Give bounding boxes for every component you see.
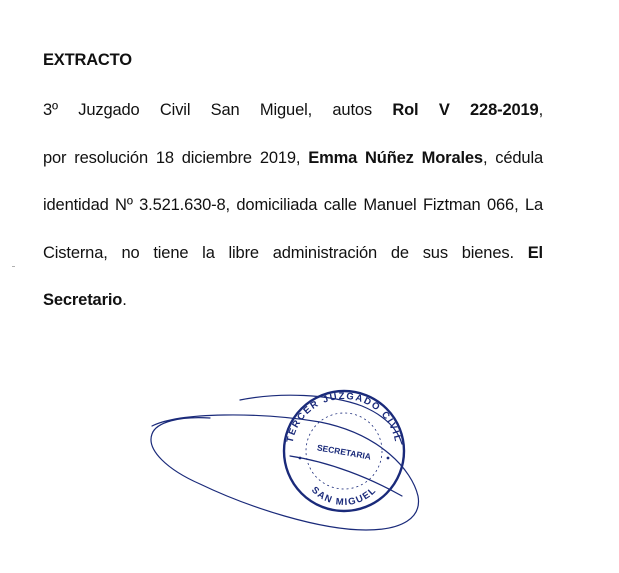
line-1-segment-3: ,: [538, 101, 543, 119]
line-4-bold-word: El: [527, 243, 543, 262]
seal-and-signature: [140, 378, 430, 568]
seal-top-text: TERCER JUZGADO CIVIL: [284, 390, 404, 444]
line-1-segment-1: 3º Juzgado Civil San Miguel, autos: [43, 101, 393, 119]
seal-bottom-text: SAN MIGUEL: [309, 484, 379, 509]
document-body: [43, 46, 543, 325]
paragraph-line-1: [43, 87, 543, 135]
person-name: Emma Núñez Morales: [308, 148, 483, 167]
paragraph-line-3: [43, 182, 543, 230]
paragraph-line-2: [43, 135, 543, 183]
extract-paragraph: [43, 87, 543, 325]
document-heading: EXTRACTO: [43, 51, 132, 69]
line-4-segment-1: Cisterna, no tiene la libre administración de sus bienes.: [43, 243, 528, 262]
margin-mark: [12, 266, 15, 267]
seal-center-text: SECRETARIA: [316, 442, 372, 462]
line-3-segment-1: identidad Nº 3.521.630-8, domiciliada calle Manuel Fiztman 066, La: [43, 196, 543, 214]
case-number: Rol V 228-2019: [392, 101, 539, 119]
paragraph-line-5: [43, 277, 543, 325]
line-5-segment-2: .: [122, 291, 127, 309]
line-2-segment-1: por resolución 18 diciembre 2019,: [43, 148, 309, 167]
line-2-segment-3: , cédula: [482, 148, 543, 167]
paragraph-line-4: [43, 230, 543, 278]
signatory-title: Secretario: [43, 291, 123, 309]
